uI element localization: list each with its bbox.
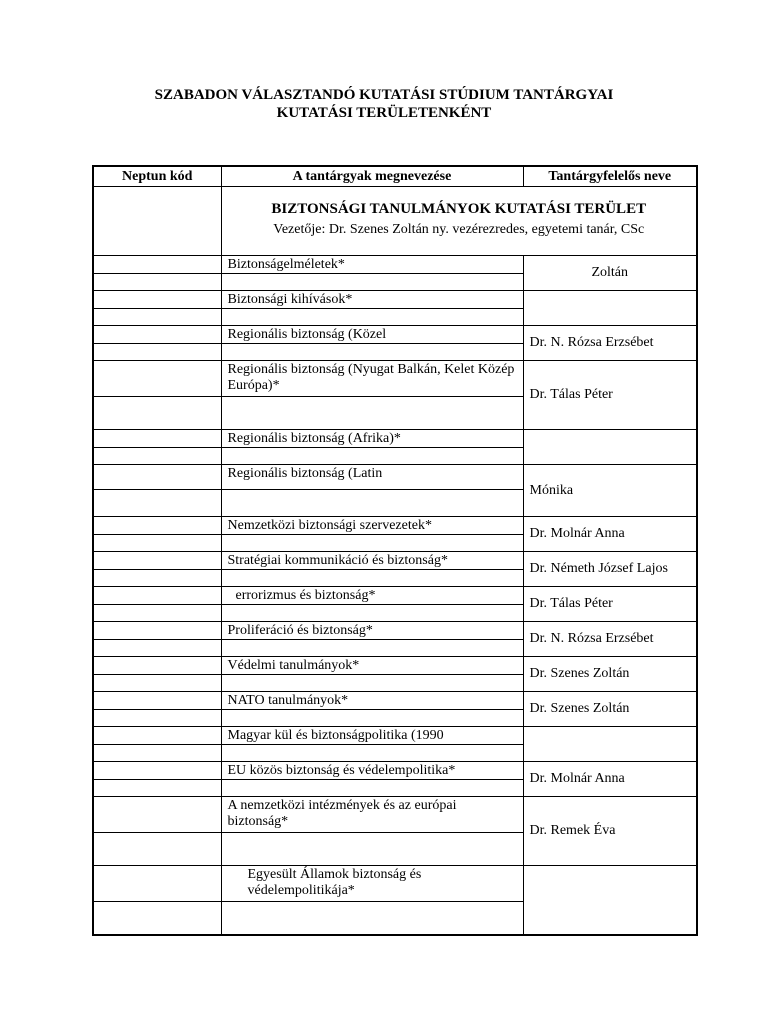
neptun-code-cell: [93, 274, 221, 291]
neptun-code-cell: [93, 361, 221, 397]
lecturer-cell: Dr. Németh József Lajos: [523, 552, 697, 587]
neptun-code-cell: [93, 587, 221, 605]
subject-name-continuation-cell: [221, 397, 523, 430]
neptun-code-cell: [93, 490, 221, 517]
table-row: [93, 326, 697, 344]
lecturer-cell: Mónika: [523, 465, 697, 517]
table-row: [93, 587, 697, 605]
lecturer-cell: Dr. N. Rózsa Erzsébet: [523, 326, 697, 361]
lecturer-cell: [523, 866, 697, 935]
subject-name-cell: Védelmi tanulmányok*: [221, 657, 523, 675]
area-code-cell: [93, 187, 221, 256]
subject-name-cell: errorizmus és biztonság*: [221, 587, 523, 605]
table-row: [93, 465, 697, 490]
table-row: [93, 866, 697, 902]
neptun-code-cell: [93, 692, 221, 710]
subject-name-cell: A nemzetközi intézmények és az európai biztonság*: [221, 797, 523, 833]
subject-name-continuation-cell: [221, 490, 523, 517]
subject-name-cell: Magyar kül és biztonságpolitika (1990: [221, 727, 523, 745]
research-area-row: [93, 187, 697, 256]
subject-name-cell: EU közös biztonság és védelempolitika*: [221, 762, 523, 780]
neptun-code-cell: [93, 762, 221, 780]
research-area-title: BIZTONSÁGI TANULMÁNYOK KUTATÁSI TERÜLET: [271, 201, 647, 217]
neptun-code-cell: [93, 640, 221, 657]
neptun-code-cell: [93, 866, 221, 902]
neptun-code-cell: [93, 309, 221, 326]
table-row: [93, 552, 697, 570]
lecturer-cell: [523, 727, 697, 762]
neptun-code-cell: [93, 833, 221, 866]
lecturer-cell: Dr. Molnár Anna: [523, 762, 697, 797]
subject-name-continuation-cell: [221, 448, 523, 465]
table-row: [93, 622, 697, 640]
subject-name-cell: Biztonságelméletek*: [221, 256, 523, 274]
subject-name-cell: Biztonsági kihívások*: [221, 291, 523, 309]
table-row: [93, 291, 697, 309]
research-area-lead: Vezetője: Dr. Szenes Zoltán ny. vezérezredes, egyetemi tanár, CSc: [273, 222, 645, 237]
header-neptun-code: Neptun kód: [93, 166, 221, 187]
neptun-code-cell: [93, 710, 221, 727]
lecturer-cell: Dr. N. Rózsa Erzsébet: [523, 622, 697, 657]
header-lecturer: Tantárgyfelelős neve: [523, 166, 697, 187]
table-row: [93, 361, 697, 397]
neptun-code-cell: [93, 535, 221, 552]
document-title-line-1: SZABADON VÁLASZTANDÓ KUTATÁSI STÚDIUM TANTÁRGYAI: [154, 87, 614, 103]
neptun-code-cell: [93, 797, 221, 833]
neptun-code-cell: [93, 622, 221, 640]
neptun-code-cell: [93, 727, 221, 745]
subject-name-continuation-cell: [221, 344, 523, 361]
lecturer-cell: Dr. Remek Éva: [523, 797, 697, 866]
subject-name-cell: NATO tanulmányok*: [221, 692, 523, 710]
neptun-code-cell: [93, 344, 221, 361]
subject-name-continuation-cell: [221, 675, 523, 692]
document-title-line-2: KUTATÁSI TERÜLETENKÉNT: [276, 105, 492, 121]
neptun-code-cell: [93, 605, 221, 622]
neptun-code-cell: [93, 780, 221, 797]
subject-name-continuation-cell: [221, 780, 523, 797]
neptun-code-cell: [93, 430, 221, 448]
table-row: [93, 762, 697, 780]
subjects-table: [92, 165, 698, 936]
table-row: [93, 727, 697, 745]
neptun-code-cell: [93, 657, 221, 675]
header-subject-name: A tantárgyak megnevezése: [221, 166, 523, 187]
neptun-code-cell: [93, 256, 221, 274]
neptun-code-cell: [93, 465, 221, 490]
subject-name-cell: Regionális biztonság (Afrika)*: [221, 430, 523, 448]
lecturer-cell: [523, 291, 697, 326]
table-row: [93, 797, 697, 833]
lecturer-cell: Dr. Tálas Péter: [523, 361, 697, 430]
subject-name-continuation-cell: [221, 535, 523, 552]
subject-name-cell: Regionális biztonság (Közel: [221, 326, 523, 344]
subject-name-continuation-cell: [221, 309, 523, 326]
subject-rows: [93, 256, 697, 935]
neptun-code-cell: [93, 291, 221, 309]
subject-name-cell: Egyesült Államok biztonság és védelempolitikája*: [221, 866, 523, 902]
neptun-code-cell: [93, 570, 221, 587]
neptun-code-cell: [93, 517, 221, 535]
lecturer-cell: Dr. Szenes Zoltán: [523, 692, 697, 727]
neptun-code-cell: [93, 745, 221, 762]
subject-name-cell: Regionális biztonság (Nyugat Balkán, Kelet Közép Európa)*: [221, 361, 523, 397]
subject-name-cell: Stratégiai kommunikáció és biztonság*: [221, 552, 523, 570]
subject-name-continuation-cell: [221, 745, 523, 762]
subject-name-cell: Regionális biztonság (Latin: [221, 465, 523, 490]
neptun-code-cell: [93, 552, 221, 570]
subject-name-cell: Nemzetközi biztonsági szervezetek*: [221, 517, 523, 535]
neptun-code-cell: [93, 448, 221, 465]
subject-name-continuation-cell: [221, 640, 523, 657]
table-header-row: [93, 166, 697, 187]
lecturer-cell: Dr. Tálas Péter: [523, 587, 697, 622]
area-cell: [221, 187, 697, 256]
lecturer-cell: Dr. Szenes Zoltán: [523, 657, 697, 692]
subject-name-cell: Proliferáció és biztonság*: [221, 622, 523, 640]
neptun-code-cell: [93, 397, 221, 430]
subject-name-continuation-cell: [221, 605, 523, 622]
table-row: [93, 657, 697, 675]
table-row: [93, 430, 697, 448]
lecturer-cell: [523, 430, 697, 465]
subject-name-continuation-cell: [221, 710, 523, 727]
lecturer-cell: Zoltán: [523, 256, 697, 291]
table-row: [93, 256, 697, 274]
subject-name-continuation-cell: [221, 833, 523, 866]
neptun-code-cell: [93, 902, 221, 935]
neptun-code-cell: [93, 326, 221, 344]
neptun-code-cell: [93, 675, 221, 692]
subject-name-continuation-cell: [221, 274, 523, 291]
lecturer-cell: Dr. Molnár Anna: [523, 517, 697, 552]
table-row: [93, 517, 697, 535]
subject-name-continuation-cell: [221, 902, 523, 935]
table-row: [93, 692, 697, 710]
subject-name-continuation-cell: [221, 570, 523, 587]
